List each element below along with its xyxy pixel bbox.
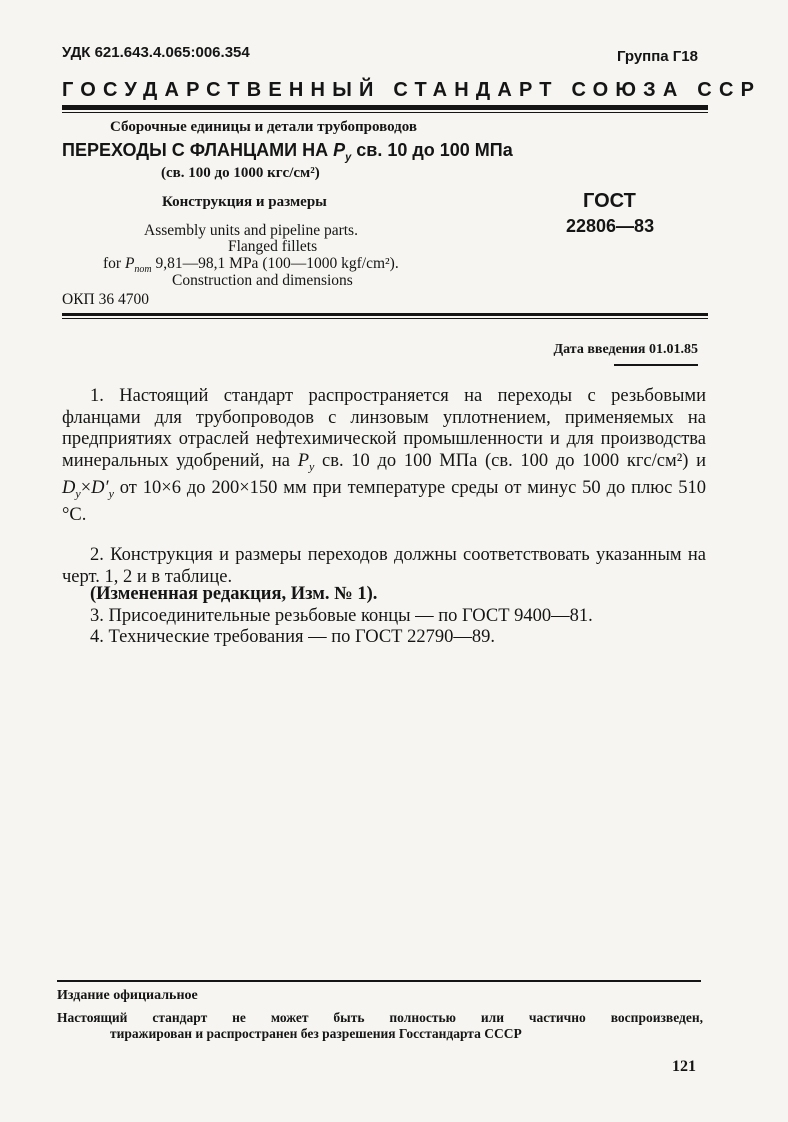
paragraph-2 bbox=[62, 545, 706, 588]
page-number: 121 bbox=[672, 1058, 696, 1075]
english-title-line1: Assembly units and pipeline parts. bbox=[144, 222, 358, 239]
p1-diameter2-subscript: у bbox=[108, 486, 114, 501]
title-pressure-symbol: P bbox=[333, 140, 346, 160]
title-main-prefix: ПЕРЕХОДЫ С ФЛАНЦАМИ НА bbox=[62, 140, 329, 160]
top-rule-thick bbox=[62, 105, 708, 110]
state-standard-heading: ГОСУДАРСТВЕННЫЙ СТАНДАРТ СОЮЗА ССР bbox=[62, 79, 762, 101]
paragraph-1-text: 1. Настоящий стандарт распространяется на переходы с резьбовыми фланцами для трубопроводов с линзовым уплотнением, применяемых на предприятиях отраслей нефтехимической промышленности и для производства минеральных удобрений, на bbox=[62, 386, 706, 471]
title-main-suffix: св. 10 до 100 МПа bbox=[351, 140, 513, 160]
paragraph-2-text: 2. Конструкция и размеры переходов должны соответствовать указанным на черт. 1, 2 и в таблице. bbox=[62, 545, 706, 587]
udk-code: УДК 621.643.4.065:006.354 bbox=[62, 44, 250, 61]
english-title-line2: Flanged fillets bbox=[228, 238, 318, 255]
footer-rule bbox=[57, 980, 701, 982]
paragraph-1 bbox=[62, 386, 706, 526]
date-underline bbox=[614, 364, 698, 366]
title-pressure-subscript: у bbox=[345, 151, 352, 164]
middle-rule-thick bbox=[62, 313, 708, 316]
introduction-date: Дата введения 01.01.85 bbox=[553, 342, 698, 357]
official-edition: Издание официальное bbox=[57, 988, 198, 1003]
p1-diameter-subscript: у bbox=[75, 486, 81, 501]
p1-pressure-range: св. 10 до 100 МПа (св. 100 до 1000 кгс/см²) и bbox=[314, 450, 706, 471]
p1-pressure-symbol: P bbox=[297, 450, 310, 471]
okp-code: ОКП 36 4700 bbox=[62, 291, 149, 308]
title-construction: Конструкция и размеры bbox=[162, 194, 327, 210]
english-for: for bbox=[103, 255, 125, 272]
middle-rule-thin bbox=[62, 318, 708, 319]
paragraph-4: 4. Технические требования — по ГОСТ 22790—89. bbox=[90, 627, 495, 647]
change-note: (Измененная редакция, Изм. № 1). bbox=[90, 584, 378, 604]
group-code: Группа Г18 bbox=[616, 48, 698, 65]
gost-number: 22806—83 bbox=[566, 216, 655, 236]
title-main bbox=[62, 140, 513, 164]
english-pressure-subscript: nom bbox=[134, 264, 152, 276]
top-rule-thin bbox=[62, 112, 708, 113]
paragraph-3: 3. Присоединительные резьбовые концы — по ГОСТ 9400—81. bbox=[90, 606, 593, 626]
p1-pressure-subscript: у bbox=[309, 459, 315, 474]
title-pressure-range: (св. 100 до 1000 кгс/см²) bbox=[161, 165, 320, 181]
english-pressure-range: 9,81—98,1 MPa (100—1000 kgf/cm²). bbox=[151, 255, 399, 272]
gost-label: ГОСТ bbox=[583, 190, 636, 212]
p1-diameter-symbol: D bbox=[62, 477, 76, 498]
english-pressure-symbol: P bbox=[124, 255, 135, 272]
title-subject: Сборочные единицы и детали трубопроводов bbox=[110, 119, 417, 135]
copyright-notice-line2: тиражирован и распространен без разрешения Госстандарта СССР bbox=[110, 1026, 522, 1041]
p1-times-sign: × bbox=[80, 477, 92, 498]
p1-size-temperature: от 10×6 до 200×150 мм при температуре среды от минус 50 до плюс 510 °С. bbox=[62, 477, 706, 525]
copyright-notice-line1: Настоящий стандарт не может быть полностью или частично воспроизведен, bbox=[57, 1010, 703, 1025]
english-title-line4: Construction and dimensions bbox=[172, 272, 353, 289]
p1-diameter2-symbol: D′ bbox=[91, 477, 109, 498]
